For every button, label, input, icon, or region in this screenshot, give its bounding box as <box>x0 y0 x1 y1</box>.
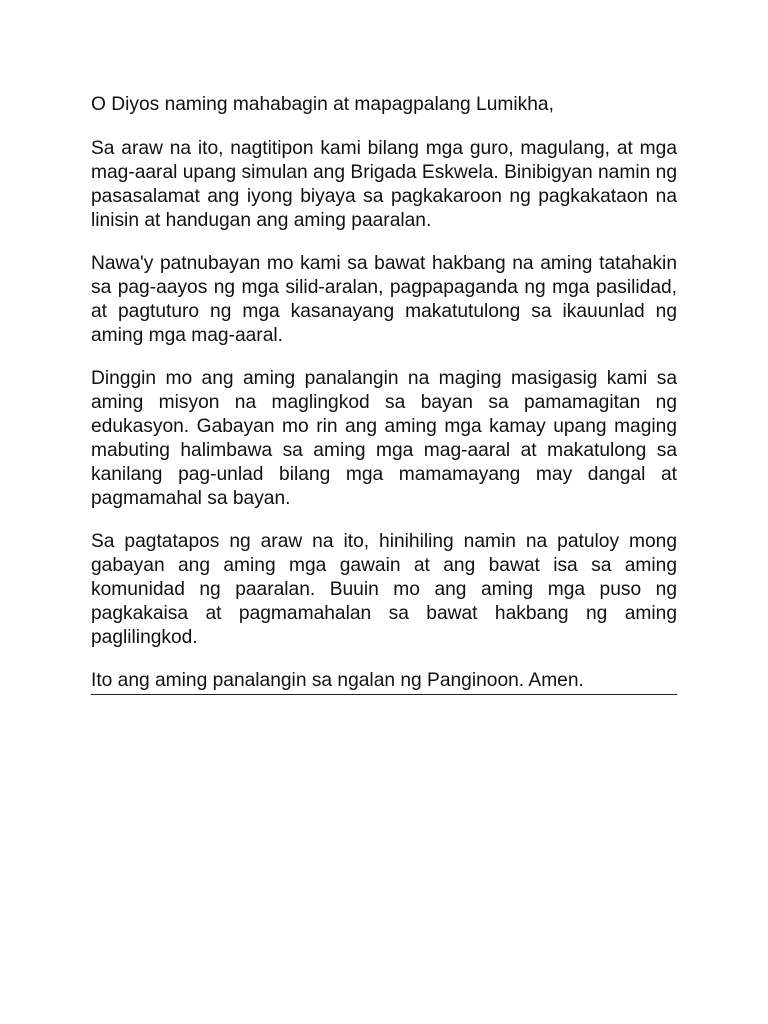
prayer-text <box>91 93 677 695</box>
paragraph: Sa araw na ito, nagtitipon kami bilang mga guro, magulang, at mga mag-aaral upang simulan ang Brigada Eskwela. Binibigyan namin ng pasasalamat ang iyong biyaya sa pagkakaroon ng pagkakataon na linisin at handugan ang aming paaralan. <box>91 138 677 231</box>
closing-line: Ito ang aming panalangin sa ngalan ng Panginoon. Amen. <box>91 669 677 695</box>
paragraph: Dinggin mo ang aming panalangin na maging masigasig kami sa aming misyon na maglingkod sa bayan sa pamamagitan ng edukasyon. Gabayan mo rin ang aming mga kamay upang maging mabuting halimbawa sa aming mga mag-aaral at makatulong sa kanilang pag-unlad bilang mga mamamayang may dangal at pagmamahal sa bayan. <box>91 368 677 509</box>
paragraph: Nawa'y patnubayan mo kami sa bawat hakbang na aming tatahakin sa pag-aayos ng mga silid-aralan, pagpapaganda ng mga pasilidad, at pagtuturo ng mga kasanayang makatutulong sa ikauunlad ng aming mga mag-aaral. <box>91 253 677 346</box>
paragraph: Sa pagtatapos ng araw na ito, hinihiling namin na patuloy mong gabayan ang aming mga gawain at ang bawat isa sa aming komunidad ng paaralan. Buuin mo ang aming mga puso ng pagkakaisa at pagmamahalan sa bawat hakbang ng aming paglilingkod. <box>91 531 677 648</box>
salutation: O Diyos naming mahabagin at mapagpalang Lumikha, <box>91 94 554 115</box>
